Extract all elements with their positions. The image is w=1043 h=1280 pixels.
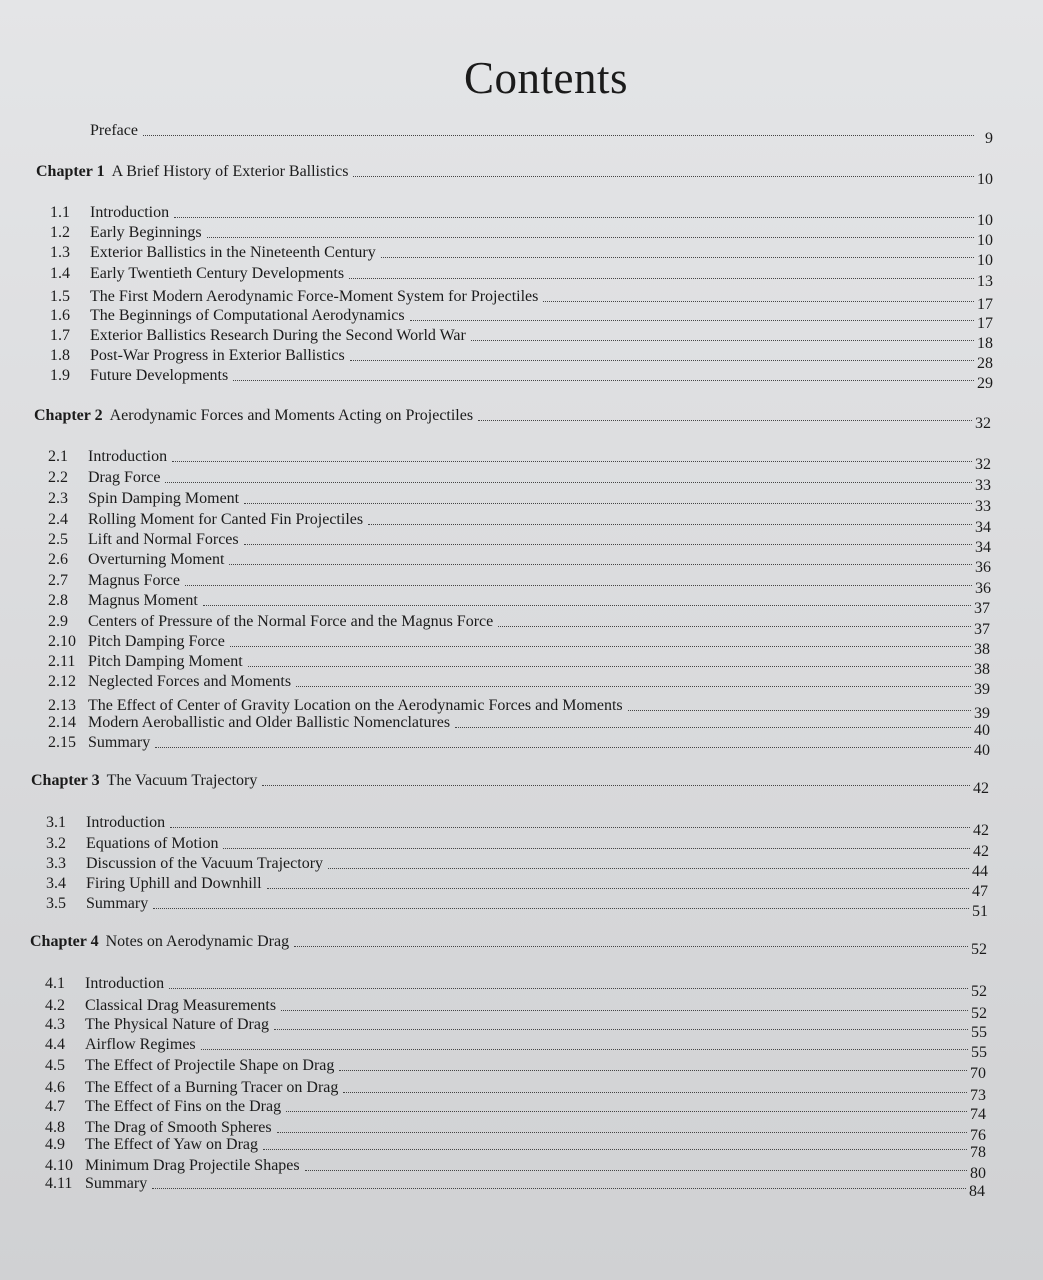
entry-title: A Brief History of Exterior Ballistics [111, 163, 349, 180]
section-entry [50, 327, 993, 352]
page-number: 17 [977, 296, 993, 313]
dot-leader [353, 176, 974, 177]
dot-leader [185, 585, 972, 586]
section-entry [48, 511, 991, 536]
entry-title: Introduction [88, 448, 168, 465]
dot-leader [478, 420, 972, 421]
page-number: 39 [974, 681, 990, 698]
page-number: 32 [975, 456, 991, 473]
dot-leader [152, 1188, 966, 1189]
entry-title: Rolling Moment for Canted Fin Projectiles [88, 511, 364, 528]
entry-title: The Effect of Yaw on Drag [85, 1136, 258, 1153]
dot-leader [339, 1070, 967, 1071]
page-number: 51 [972, 903, 988, 920]
section-entry [50, 265, 993, 290]
section-entry [48, 714, 990, 739]
page-number: 47 [972, 883, 988, 900]
entry-title: Equations of Motion [86, 835, 219, 852]
dot-leader [294, 946, 968, 947]
page-number: 36 [975, 559, 991, 576]
page-number: 80 [970, 1165, 986, 1182]
section-number: 3.4 [46, 875, 66, 892]
page-number: 52 [971, 941, 987, 958]
section-entry [48, 653, 990, 678]
dot-leader [155, 747, 971, 748]
section-entry [50, 347, 993, 372]
dot-leader [244, 544, 972, 545]
page-number: 32 [975, 415, 991, 432]
dot-leader [169, 988, 968, 989]
dot-leader [244, 503, 972, 504]
section-entry [45, 1119, 986, 1144]
section-number: 1.5 [50, 288, 70, 305]
dot-leader [165, 482, 972, 483]
dot-leader [498, 626, 971, 627]
dot-leader [381, 257, 974, 258]
page-number: 37 [974, 600, 990, 617]
page-number: 70 [970, 1065, 986, 1082]
section-number: 1.3 [50, 244, 70, 261]
section-number: 4.7 [45, 1098, 65, 1115]
section-entry [45, 1175, 985, 1200]
page-number: 38 [974, 661, 990, 678]
entry-title: Overturning Moment [88, 551, 225, 568]
front-matter-entry [90, 122, 993, 147]
entry-title: Summary [85, 1175, 148, 1192]
page-number: 84 [969, 1183, 985, 1200]
section-number: 1.2 [50, 224, 70, 241]
chapter-number: Chapter 1 [36, 163, 105, 180]
entry-title: Drag Force [88, 469, 161, 486]
dot-leader [305, 1170, 967, 1171]
entry-title: The Physical Nature of Drag [85, 1016, 269, 1033]
page-number: 10 [977, 212, 993, 229]
section-number: 4.4 [45, 1036, 65, 1053]
entry-title: The Effect of Fins on the Drag [85, 1098, 282, 1115]
page-number: 39 [974, 705, 990, 722]
section-number: 2.14 [48, 714, 76, 731]
dot-leader [172, 461, 972, 462]
section-number: 4.10 [45, 1157, 73, 1174]
page-number: 37 [974, 621, 990, 638]
dot-leader [350, 360, 974, 361]
section-number: 3.1 [46, 814, 66, 831]
section-number: 2.15 [48, 734, 76, 751]
entry-title: Aerodynamic Forces and Moments Acting on Projectiles [109, 407, 474, 424]
dot-leader [628, 710, 971, 711]
section-number: 2.5 [48, 531, 68, 548]
section-entry [48, 551, 991, 576]
dot-leader [281, 1010, 968, 1011]
section-number: 1.8 [50, 347, 70, 364]
dot-leader [410, 320, 974, 321]
entry-title: Lift and Normal Forces [88, 531, 239, 548]
page-number: 34 [975, 539, 991, 556]
page-number: 33 [975, 498, 991, 515]
entry-title: Introduction [90, 204, 170, 221]
section-number: 4.3 [45, 1016, 65, 1033]
dot-leader [286, 1111, 967, 1112]
section-number: 4.1 [45, 975, 65, 992]
section-entry [50, 224, 993, 249]
section-entry [48, 490, 991, 515]
page-number: 42 [973, 780, 989, 797]
section-entry [46, 875, 988, 900]
entry-title: Preface [90, 122, 138, 139]
section-entry [48, 697, 990, 722]
section-number: 3.2 [46, 835, 66, 852]
page-number: 44 [972, 863, 988, 880]
entry-title: Magnus Moment [88, 592, 198, 609]
entry-title: Classical Drag Measurements [85, 997, 277, 1014]
entry-title: Pitch Damping Force [88, 633, 225, 650]
entry-title: The Effect of Projectile Shape on Drag [85, 1057, 335, 1074]
page-number: 55 [971, 1044, 987, 1061]
page-number: 18 [977, 335, 993, 352]
page-number: 42 [973, 822, 989, 839]
section-number: 4.5 [45, 1057, 65, 1074]
section-entry [46, 814, 989, 839]
page-number: 9 [985, 130, 993, 147]
section-entry [48, 592, 990, 617]
chapter-heading [34, 407, 991, 432]
dot-leader [223, 848, 970, 849]
entry-title: Exterior Ballistics in the Nineteenth Century [90, 244, 376, 261]
page-number: 55 [971, 1024, 987, 1041]
section-number: 1.9 [50, 367, 70, 384]
entry-title: Exterior Ballistics Research During the Second World War [90, 327, 466, 344]
dot-leader [368, 524, 972, 525]
page-number: 34 [975, 519, 991, 536]
section-number: 4.8 [45, 1119, 65, 1136]
section-number: 2.7 [48, 572, 68, 589]
section-entry [50, 204, 993, 229]
page-number: 10 [977, 232, 993, 249]
page-number: 52 [971, 983, 987, 1000]
dot-leader [328, 868, 969, 869]
section-number: 2.1 [48, 448, 68, 465]
entry-title: Early Twentieth Century Developments [90, 265, 345, 282]
section-entry [50, 244, 993, 269]
dot-leader [143, 135, 974, 136]
dot-leader [230, 646, 971, 647]
page-number: 78 [970, 1144, 986, 1161]
entry-title: Notes on Aerodynamic Drag [105, 933, 290, 950]
chapter-heading [36, 163, 993, 188]
page-number: 13 [977, 273, 993, 290]
entry-title: Neglected Forces and Moments [88, 673, 292, 690]
dot-leader [277, 1132, 967, 1133]
page-number: 10 [977, 252, 993, 269]
chapter-heading [31, 772, 989, 797]
entry-title: Centers of Pressure of the Normal Force and the Magnus Force [88, 613, 494, 630]
section-entry [45, 1157, 986, 1182]
section-number: 2.13 [48, 697, 76, 714]
section-entry [45, 1136, 986, 1161]
page-number: 40 [974, 722, 990, 739]
entry-title: Introduction [86, 814, 166, 831]
entry-title: Pitch Damping Moment [88, 653, 243, 670]
entry-title: The First Modern Aerodynamic Force-Moment System for Projectiles [90, 288, 539, 305]
section-entry [48, 572, 991, 597]
section-entry [45, 1079, 986, 1104]
section-entry [48, 613, 990, 638]
section-number: 3.5 [46, 895, 66, 912]
dot-leader [267, 888, 969, 889]
entry-title: Modern Aeroballistic and Older Ballistic Nomenclatures [88, 714, 451, 731]
section-number: 2.11 [48, 653, 76, 670]
entry-title: Airflow Regimes [85, 1036, 196, 1053]
section-number: 4.11 [45, 1175, 73, 1192]
section-number: 1.4 [50, 265, 70, 282]
dot-leader [274, 1029, 968, 1030]
chapter-number: Chapter 3 [31, 772, 100, 789]
page-title: Contents [463, 53, 628, 103]
section-entry [50, 307, 993, 332]
entry-title: Minimum Drag Projectile Shapes [85, 1157, 300, 1174]
section-entry [48, 633, 990, 658]
entry-title: Post-War Progress in Exterior Ballistics [90, 347, 345, 364]
entry-title: Magnus Force [88, 572, 180, 589]
page-number: 33 [975, 477, 991, 494]
page-number: 52 [971, 1005, 987, 1022]
section-number: 1.6 [50, 307, 70, 324]
dot-leader [248, 666, 971, 667]
dot-leader [153, 908, 969, 909]
page-number: 36 [975, 580, 991, 597]
section-number: 4.6 [45, 1079, 65, 1096]
entry-title: The Vacuum Trajectory [106, 772, 258, 789]
section-entry [45, 1016, 987, 1041]
dot-leader [343, 1092, 967, 1093]
section-entry [50, 367, 993, 392]
dot-leader [229, 564, 972, 565]
dot-leader [349, 278, 974, 279]
section-number: 2.8 [48, 592, 68, 609]
chapter-heading [30, 933, 987, 958]
entry-title: The Effect of a Burning Tracer on Drag [85, 1079, 339, 1096]
section-number: 2.12 [48, 673, 76, 690]
section-entry [46, 895, 988, 920]
entry-title: Early Beginnings [90, 224, 202, 241]
section-number: 2.9 [48, 613, 68, 630]
section-number: 2.3 [48, 490, 68, 507]
section-entry [45, 1057, 986, 1082]
section-number: 1.7 [50, 327, 70, 344]
dot-leader [262, 785, 970, 786]
section-entry [45, 997, 987, 1022]
page-number: 29 [977, 375, 993, 392]
section-number: 2.4 [48, 511, 68, 528]
dot-leader [170, 827, 970, 828]
entry-title: The Beginnings of Computational Aerodynamics [90, 307, 405, 324]
dot-leader [543, 301, 974, 302]
entry-title: Summary [88, 734, 151, 751]
section-entry [48, 531, 991, 556]
section-number: 4.2 [45, 997, 65, 1014]
entry-title: Introduction [85, 975, 165, 992]
section-entry [48, 673, 990, 698]
section-entry [45, 1036, 987, 1061]
chapter-number: Chapter 2 [34, 407, 103, 424]
dot-leader [296, 686, 971, 687]
section-number: 2.6 [48, 551, 68, 568]
section-number: 4.9 [45, 1136, 65, 1153]
section-entry [48, 469, 991, 494]
dot-leader [203, 605, 971, 606]
section-number: 1.1 [50, 204, 70, 221]
section-number: 2.2 [48, 469, 68, 486]
section-entry [46, 855, 988, 880]
chapter-number: Chapter 4 [30, 933, 99, 950]
page-number: 28 [977, 355, 993, 372]
section-entry [48, 448, 991, 473]
page-number: 38 [974, 641, 990, 658]
entry-title: The Drag of Smooth Spheres [85, 1119, 272, 1136]
dot-leader [201, 1049, 968, 1050]
dot-leader [455, 727, 971, 728]
page-number: 42 [973, 843, 989, 860]
page-number: 17 [977, 315, 993, 332]
section-entry [45, 1098, 986, 1123]
page-number: 10 [977, 171, 993, 188]
entry-title: Summary [86, 895, 149, 912]
dot-leader [174, 217, 974, 218]
dot-leader [471, 340, 974, 341]
entry-title: The Effect of Center of Gravity Location on the Aerodynamic Forces and Moments [88, 697, 623, 714]
entry-title: Discussion of the Vacuum Trajectory [86, 855, 324, 872]
page-number: 40 [974, 742, 990, 759]
entry-title: Firing Uphill and Downhill [86, 875, 262, 892]
dot-leader [233, 380, 974, 381]
section-entry [45, 975, 987, 1000]
page-number: 76 [970, 1127, 986, 1144]
dot-leader [207, 237, 974, 238]
page-number: 73 [970, 1087, 986, 1104]
section-number: 3.3 [46, 855, 66, 872]
section-entry [48, 734, 990, 759]
page-number: 74 [970, 1106, 986, 1123]
entry-title: Spin Damping Moment [88, 490, 240, 507]
section-number: 2.10 [48, 633, 76, 650]
entry-title: Future Developments [90, 367, 229, 384]
section-entry [50, 288, 993, 313]
section-entry [46, 835, 989, 860]
dot-leader [263, 1149, 967, 1150]
